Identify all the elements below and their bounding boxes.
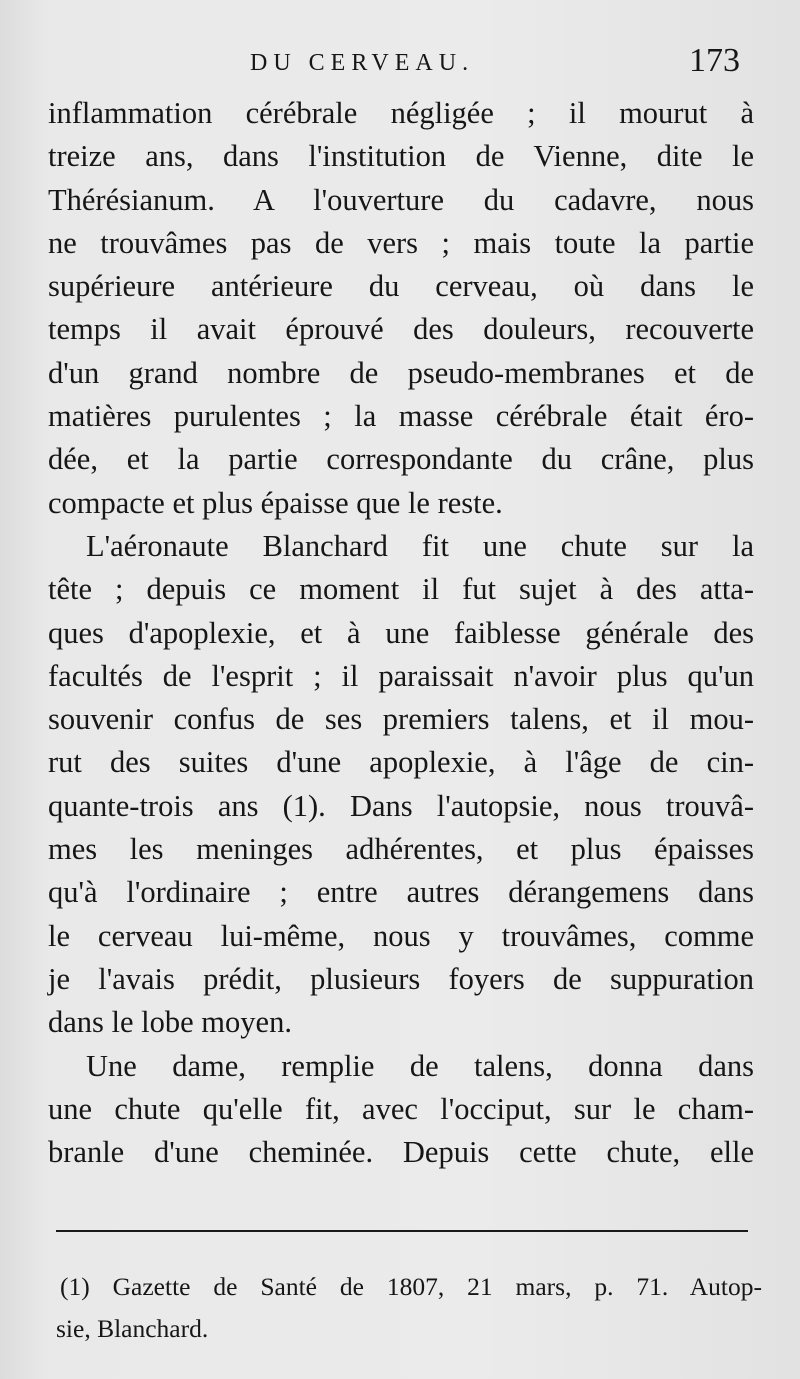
running-head xyxy=(48,42,748,92)
footnote-line: sie, Blanchard. xyxy=(56,1314,209,1343)
text-line: temps il avait éprouvé des douleurs, recouverte xyxy=(48,312,754,347)
text-line: je l'avais prédit, plusieurs foyers de suppuration xyxy=(48,961,754,996)
page-number: 173 xyxy=(689,42,740,79)
footnote xyxy=(56,1266,762,1350)
paragraph-start-line: L'aéronaute Blanchard fit une chute sur la xyxy=(86,528,754,563)
text-line: inflammation cérébrale négligée ; il mourut à xyxy=(48,96,754,130)
text-line: le cerveau lui-même, nous y trouvâmes, comme xyxy=(48,918,754,953)
text-line: treize ans, dans l'institution de Vienne, dite le xyxy=(48,139,754,174)
text-line: branle d'une cheminée. Depuis cette chute, elle xyxy=(48,1135,754,1170)
text-line: d'un grand nombre de pseudo-membranes et de xyxy=(48,355,754,390)
footnote-divider xyxy=(56,1230,748,1232)
text-line: supérieure antérieure du cerveau, où dans le xyxy=(48,269,754,304)
text-line: qu'à l'ordinaire ; entre autres dérangemens dans xyxy=(48,875,754,910)
text-line: ne trouvâmes pas de vers ; mais toute la partie xyxy=(48,225,754,260)
text-line: mes les meninges adhérentes, et plus épaisses xyxy=(48,832,754,867)
text-line: dée, et la partie correspondante du crâne, plus xyxy=(48,442,754,477)
body-text xyxy=(48,92,754,1174)
text-line: dans le lobe moyen. xyxy=(48,1005,292,1040)
paragraph-start-line: Une dame, remplie de talens, donna dans xyxy=(86,1048,754,1083)
text-line: compacte et plus épaisse que le reste. xyxy=(48,485,503,520)
text-line: rut des suites d'une apoplexie, à l'âge de cin- xyxy=(48,745,754,780)
text-line: ques d'apoplexie, et à une faiblesse générale des xyxy=(48,615,754,650)
running-title: DU CERVEAU. xyxy=(250,50,475,76)
text-line: facultés de l'esprit ; il paraissait n'avoir plus qu'un xyxy=(48,658,754,693)
text-line: souvenir confus de ses premiers talens, et il mou- xyxy=(48,702,754,737)
text-line: tête ; depuis ce moment il fut sujet à des atta- xyxy=(48,572,754,607)
text-line: quante-trois ans (1). Dans l'autopsie, nous trouvâ- xyxy=(48,788,754,823)
text-line: Thérésianum. A l'ouverture du cadavre, nous xyxy=(48,182,754,217)
footnote-line: (1) Gazette de Santé de 1807, 21 mars, p. 71. Autop- xyxy=(60,1272,762,1301)
text-line: matières purulentes ; la masse cérébrale était éro- xyxy=(48,399,754,434)
text-line: une chute qu'elle fit, avec l'occiput, sur le cham- xyxy=(48,1091,754,1126)
